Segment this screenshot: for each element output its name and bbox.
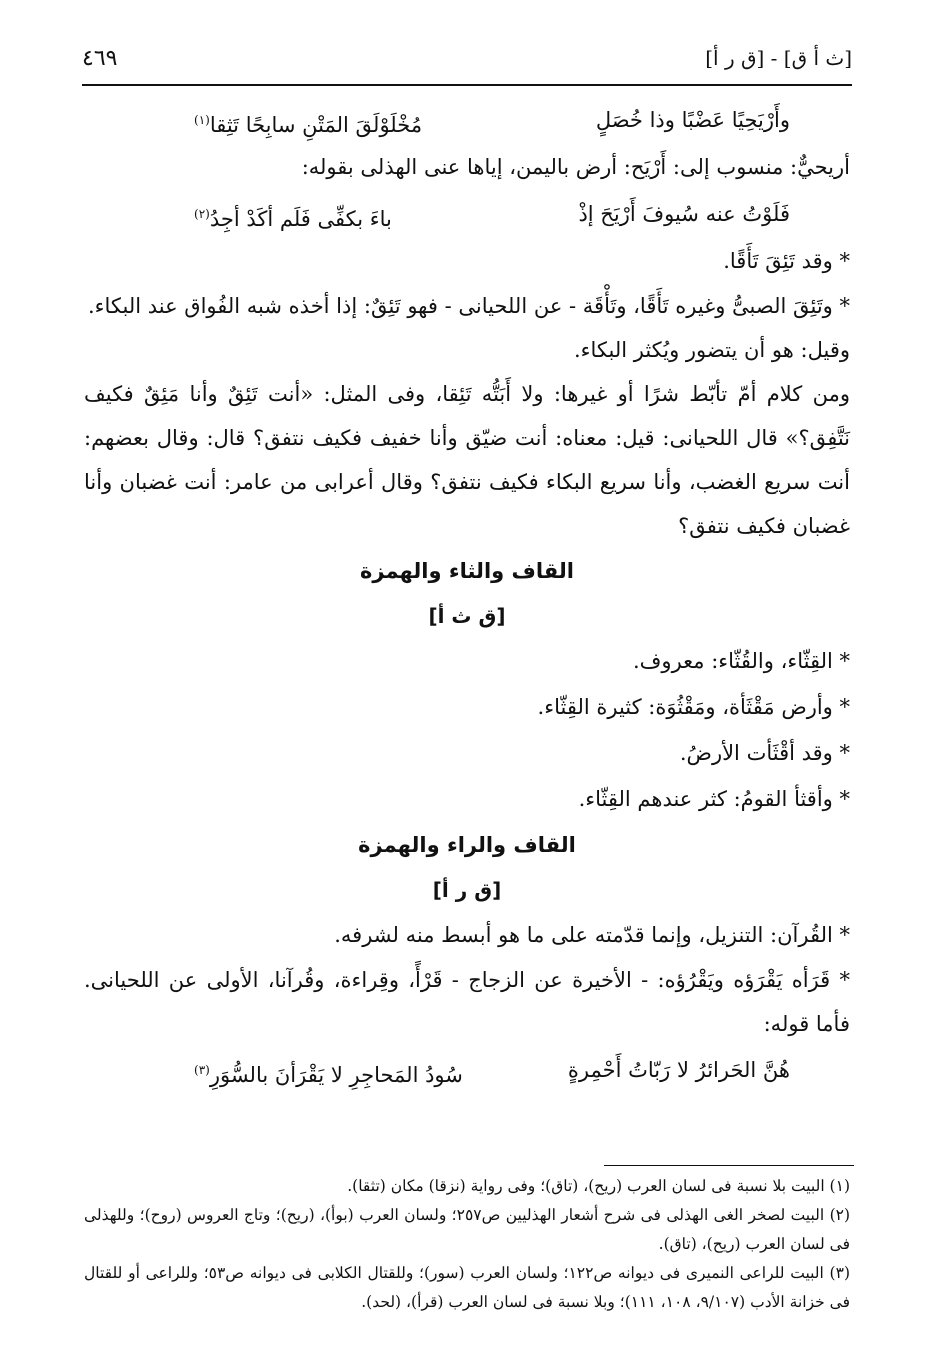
para-kalam: ومن كلام أمّ تأبّط شرًا أو غيرها: ولا أَبَتُّه تَئِقا، وفى المثل: «أنت تَئِقٌ وأنا مَئِقٌ فكيف نَتَّفِق؟» قال اللحيانى: قيل: معناه: أنت ضيّق وأنا خفيف فكيف نتفق؟ قال: وقال بعضهم: أنت سريع الغضب، وأنا سريع البكاء فكيف نتفق؟ وقال أعرابى من عامر: أنت غضبان وأنا غضبان فكيف نتفق؟: [84, 382, 850, 538]
section-title-qaf-ra-hamza: القاف والراء والهمزة: [358, 833, 576, 857]
footnotes: [84, 1172, 850, 1317]
page-header: [82, 44, 852, 84]
main-text: [84, 96, 850, 1094]
footnote-3: (٣) البيت للراعى النميرى فى ديوانه ص١٢٢؛ ولسان العرب (سور)؛ وللقتال الكلابى فى ديوانه ص٥٣؛ وللراعى أو للقتال فى خزانة الأدب (٩/١٠٧، ١٠٨، ١١١)؛ وبلا نسبة فى لسان العرب (قرأ)، (لحد).: [84, 1264, 850, 1311]
para-taiqa: * وتَئِقَ الصبىُّ وغيره تَأَقًا، وتَأْقَة - عن اللحيانى - فهو تَئِقٌ: إذا أخذه شبه الفُواق عند البكاء.: [87, 294, 850, 318]
footnote-ref-2: (٢): [194, 207, 210, 221]
verse-3-second-text: سُودُ المَحاجِرِ لا يَقْرَأنَ بالسُّوَرِ: [209, 1063, 463, 1087]
root-heading-qra: [ق ر أ]: [432, 878, 502, 902]
verse-1-first-hemistich: وأَرْيَحِيًا عَضْبًا وذا خُصَلٍ: [595, 108, 790, 132]
verse-1: [84, 96, 850, 144]
verse-3: [84, 1046, 850, 1094]
page-number: ٤٦٩: [82, 46, 118, 71]
entry-quran: * القُرآن: التنزيل، وإنما قدّمته على ما هو أبسط منه لشرفه.: [334, 923, 850, 947]
footnote-ref-3: (٣): [194, 1063, 210, 1077]
verse-2-second-text: باءَ بكفِّى فَلَم أكَدْ أجِدُ: [209, 207, 392, 231]
entry-taqa: * وقد تَئِقَ تَأَقًا.: [723, 249, 850, 273]
verse-3-first-hemistich: هُنَّ الحَرائرُ لا رَبّاتُ أَحْمِرةٍ: [567, 1058, 790, 1082]
para-qaraa: * قَرَأه يَقْرَؤه ويَقْرُؤه: - الأخيرة عن الزجاج - قَرْأً، وقِراءة، وقُرآنا، الأولى عن اللحيانى. فأما قوله:: [84, 968, 850, 1036]
header-root-range: [ث أ ق] - [ق ر أ]: [705, 46, 852, 70]
entry-maqthaa: * وأرض مَقْثَأة، ومَقْثُوَة: كثيرة القِثّاء.: [537, 695, 850, 719]
arihi-line: أريحيٌّ: منسوب إلى: أَرْيَح: أرض باليمن، إياها عنى الهذلى بقوله:: [301, 155, 850, 179]
section-title-qaf-tha-hamza: القاف والثاء والهمزة: [360, 559, 574, 583]
verse-1-second-text: مُخْلَوْلَقَ المَتْنِ سابِحًا تَثِقا: [209, 113, 423, 137]
verse-3-second-hemistich: [194, 1046, 463, 1099]
footnote-1: (١) البيت بلا نسبة فى لسان العرب (ريح)، (تاق)؛ وفى رواية (نزقا) مكان (تثقا).: [347, 1177, 850, 1195]
verse-1-second-hemistich: [194, 96, 422, 149]
verse-2-first-hemistich: فَلَوْتُ عنه سُيوفَ أَرْيَحَ إذْ: [578, 202, 790, 226]
entry-aqthaat: * وقد أقْثَأت الأرضُ.: [679, 741, 850, 765]
footnote-rule: [604, 1165, 854, 1166]
header-rule: [82, 84, 852, 86]
entry-aqthaa-qawm: * وأقثأ القومُ: كثر عندهم القِثّاء.: [578, 787, 850, 811]
verse-2-second-hemistich: [194, 190, 392, 243]
footnote-ref-1: (١): [194, 113, 210, 127]
para-qil: وقيل: هو أن يتضور ويُكثر البكاء.: [573, 338, 850, 362]
root-heading-qtha: [ق ث أ]: [428, 604, 506, 628]
entry-qiththa: * القِثّاء، والقُثّاء: معروف.: [632, 649, 850, 673]
footnote-2: (٢) البيت لصخر الغى الهذلى فى شرح أشعار الهذليين ص٢٥٧؛ ولسان العرب (بوأ)، (ريح)؛ وتاج العروس (روح)؛ وللهذلى فى لسان العرب (ريح)، (تاق).: [84, 1206, 851, 1253]
verse-2: [84, 190, 850, 238]
